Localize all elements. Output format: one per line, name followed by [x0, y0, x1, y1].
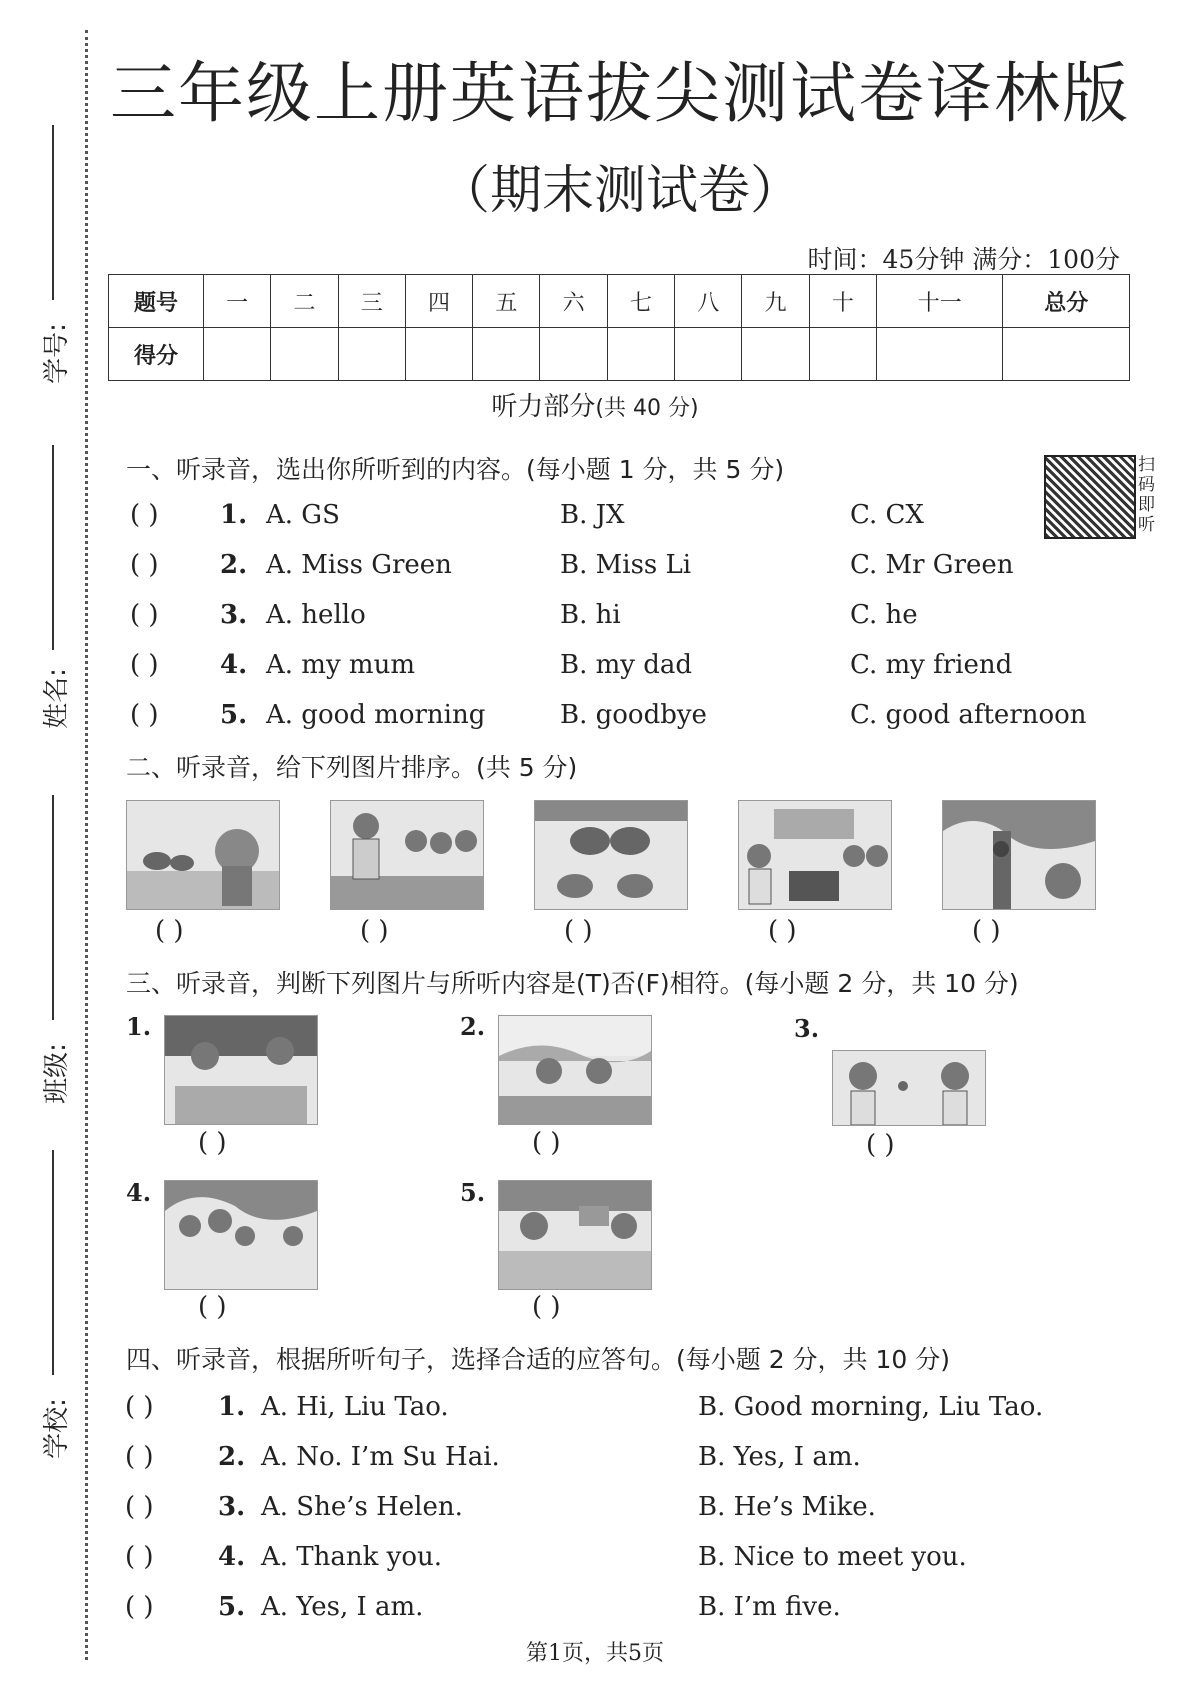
score-cell[interactable]: [271, 328, 338, 381]
option-a: A. good morning: [266, 700, 486, 730]
score-cell[interactable]: [675, 328, 742, 381]
option-a: A. No. I’m Su Hai.: [261, 1442, 500, 1472]
picture-number: 5.: [460, 1178, 486, 1207]
score-col: 六: [540, 275, 607, 328]
option-c: C. Mr Green: [850, 550, 1014, 580]
playground-boys-picture: [498, 1015, 652, 1125]
answer-blank[interactable]: ( ): [130, 700, 159, 730]
name-label: 姓名:: [41, 668, 72, 729]
score-cell[interactable]: [1003, 328, 1130, 381]
tf-blank[interactable]: ( ): [532, 1128, 561, 1158]
score-cell[interactable]: [473, 328, 540, 381]
school-label: 学校:: [41, 1398, 72, 1459]
option-c: C. my friend: [850, 650, 1013, 680]
order-blank[interactable]: ( ): [972, 916, 1001, 946]
score-cell[interactable]: [204, 328, 271, 381]
answer-blank[interactable]: ( ): [125, 1392, 154, 1422]
answer-blank[interactable]: ( ): [130, 650, 159, 680]
score-cell[interactable]: [540, 328, 607, 381]
answer-blank[interactable]: ( ): [130, 500, 159, 530]
student-id-line[interactable]: [52, 125, 54, 300]
option-b: B. hi: [560, 600, 621, 630]
option-a: A. Yes, I am.: [261, 1592, 424, 1622]
answer-blank[interactable]: ( ): [125, 1542, 154, 1572]
picture-number: 1.: [126, 1012, 152, 1041]
score-table-header-row: [109, 275, 1130, 328]
class-label: 班级:: [41, 1043, 72, 1104]
tree-and-cat-picture: [942, 800, 1096, 910]
option-a: A. GS: [266, 500, 340, 530]
answer-blank[interactable]: ( ): [130, 550, 159, 580]
order-blank[interactable]: ( ): [564, 916, 593, 946]
school-line[interactable]: [52, 1150, 54, 1375]
score-col: 五: [473, 275, 540, 328]
page-title: 三年级上册英语拔尖测试卷译林版: [110, 55, 1130, 132]
picture-number: 3.: [794, 1014, 820, 1043]
option-b: B. my dad: [560, 650, 693, 680]
score-col: 九: [742, 275, 809, 328]
family-outdoors-picture: [164, 1180, 318, 1290]
listening-title: 听力部分: [491, 392, 596, 422]
option-a: A. my mum: [266, 650, 415, 680]
qr-label: 扫码即听: [1138, 455, 1155, 535]
score-col: 十一: [876, 275, 1002, 328]
score-table: [108, 274, 1130, 381]
score-cell[interactable]: [405, 328, 472, 381]
option-a: A. Miss Green: [266, 550, 452, 580]
option-b: B. Good morning, Liu Tao.: [698, 1392, 1044, 1422]
question-number: 4.: [220, 650, 248, 680]
question-number: 1.: [218, 1392, 246, 1422]
question-number: 4.: [218, 1542, 246, 1572]
classroom-greeting-picture: [738, 800, 892, 910]
score-table-score-label: 得分: [109, 328, 204, 381]
option-b: B. I’m five.: [698, 1592, 841, 1622]
score-cell[interactable]: [338, 328, 405, 381]
order-blank[interactable]: ( ): [360, 916, 389, 946]
option-b: B. Nice to meet you.: [698, 1542, 967, 1572]
listening-points: (共 40 分): [595, 396, 699, 421]
order-blank[interactable]: ( ): [155, 916, 184, 946]
section1-title: 一、听录音，选出你所听到的内容。(每小题 1 分，共 5 分): [126, 455, 785, 484]
teacher-and-children-picture: [330, 800, 484, 910]
answer-blank[interactable]: ( ): [125, 1592, 154, 1622]
question-number: 1.: [220, 500, 248, 530]
mice-dancing-picture: [534, 800, 688, 910]
option-b: B. He’s Mike.: [698, 1492, 876, 1522]
score-col: 十: [809, 275, 876, 328]
answer-blank[interactable]: ( ): [125, 1492, 154, 1522]
score-table-header-label: 题号: [109, 275, 204, 328]
answer-blank[interactable]: ( ): [125, 1442, 154, 1472]
listening-heading: [0, 386, 1190, 423]
section2-title: 二、听录音，给下列图片排序。(共 5 分): [126, 753, 578, 782]
question-number: 5.: [220, 700, 248, 730]
score-col: 总分: [1003, 275, 1130, 328]
question-number: 2.: [220, 550, 248, 580]
name-line[interactable]: [52, 445, 54, 650]
score-col: 一: [204, 275, 271, 328]
section4-title: 四、听录音，根据所听句子，选择合适的应答句。(每小题 2 分，共 10 分): [126, 1345, 951, 1374]
score-cell[interactable]: [809, 328, 876, 381]
answer-blank[interactable]: ( ): [130, 600, 159, 630]
qr-code-icon[interactable]: [1044, 455, 1136, 539]
section3-title: 三、听录音，判断下列图片与所听内容是(T)否(F)相符。(每小题 2 分，共 10 分): [126, 969, 1019, 998]
score-cell[interactable]: [742, 328, 809, 381]
option-b: B. Miss Li: [560, 550, 692, 580]
option-a: A. Thank you.: [261, 1542, 443, 1572]
tf-blank[interactable]: ( ): [198, 1292, 227, 1322]
score-cell[interactable]: [607, 328, 674, 381]
option-b: B. JX: [560, 500, 625, 530]
student-id-label: 学号:: [41, 323, 72, 384]
score-col: 四: [405, 275, 472, 328]
question-number: 3.: [220, 600, 248, 630]
score-cell[interactable]: [876, 328, 1002, 381]
question-number: 2.: [218, 1442, 246, 1472]
option-a: A. Hi, Liu Tao.: [261, 1392, 449, 1422]
score-col: 三: [338, 275, 405, 328]
score-col: 七: [607, 275, 674, 328]
score-col: 八: [675, 275, 742, 328]
score-table-score-row: [109, 328, 1130, 381]
option-a: A. She’s Helen.: [261, 1492, 463, 1522]
option-b: B. goodbye: [560, 700, 707, 730]
two-boys-picture: [832, 1050, 986, 1126]
cat-and-mice-picture: [126, 800, 280, 910]
option-c: C. he: [850, 600, 918, 630]
picture-number: 2.: [460, 1012, 486, 1041]
question-number: 3.: [218, 1492, 246, 1522]
tf-blank[interactable]: ( ): [198, 1128, 227, 1158]
order-blank[interactable]: ( ): [768, 916, 797, 946]
picture-number: 4.: [126, 1178, 152, 1207]
cut-line: [85, 30, 88, 1660]
option-b: B. Yes, I am.: [698, 1442, 861, 1472]
option-c: C. good afternoon: [850, 700, 1087, 730]
classroom-desks-picture: [498, 1180, 652, 1290]
classroom-meeting-picture: [164, 1015, 318, 1125]
page-footer: 第1页，共5页: [526, 1641, 664, 1666]
tf-blank[interactable]: ( ): [866, 1130, 895, 1160]
question-number: 5.: [218, 1592, 246, 1622]
class-line[interactable]: [52, 795, 54, 1020]
option-c: C. CX: [850, 500, 924, 530]
score-col: 二: [271, 275, 338, 328]
tf-blank[interactable]: ( ): [532, 1292, 561, 1322]
option-a: A. hello: [266, 600, 366, 630]
time-info: 时间：45分钟 满分：100分: [807, 245, 1120, 274]
page-subtitle: （期末测试卷）: [437, 161, 802, 221]
